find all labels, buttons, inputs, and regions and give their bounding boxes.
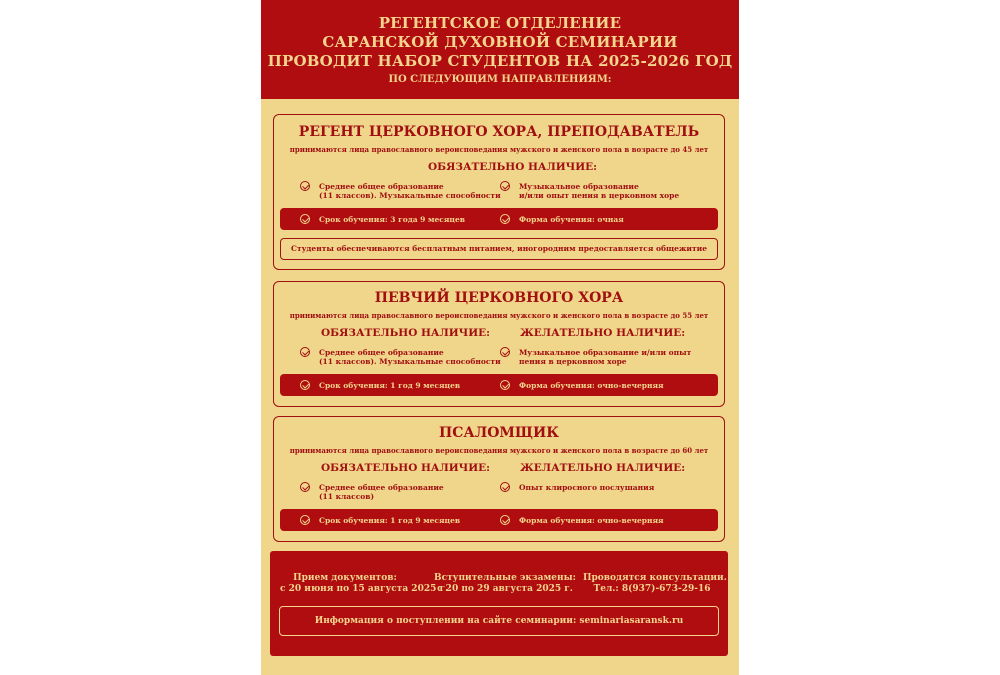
check-circle-icon [300,347,310,357]
exams-info [430,573,580,595]
item-line: Среднее общее образование [319,483,444,492]
check-circle-icon [300,214,310,224]
study-terms-bar [280,208,718,230]
consultation-label: Проводятся консультации. [583,573,727,583]
header-title-line-3: ПРОВОДИТ НАБОР СТУДЕНТОВ НА 2025-2026 ГОД [267,52,733,70]
consultation-info [583,573,727,595]
section-title: ПЕВЧИЙ ЦЕРКОВНОГО ХОРА [374,290,624,306]
form-item [500,381,664,390]
check-circle-icon [300,482,310,492]
duration-text: Срок обучения: 1 год 9 месяцев [319,381,461,390]
study-terms-bar [280,374,718,396]
item-line: (11 классов) [319,492,375,501]
requirement-item [300,348,501,366]
required-heading: ОБЯЗАТЕЛЬНО НАЛИЧИЕ: [321,327,491,339]
check-circle-icon [300,181,310,191]
required-heading: ОБЯЗАТЕЛЬНО НАЛИЧИЕ: [321,462,491,474]
duration-text: Срок обучения: 3 года 9 месяцев [319,215,465,224]
form-text: Форма обучения: очная [519,215,624,224]
item-line: (11 классов). Музыкальные способности [319,357,501,366]
check-circle-icon [500,515,510,525]
consultation-phone: Тел.: 8(937)-673-29-16 [593,584,711,594]
check-circle-icon [500,347,510,357]
exams-dates: с 20 по 29 августа 2025 г. [437,584,573,594]
website-info: Информация о поступлении на сайте семинарии: seminariasaransk.ru [279,606,719,636]
desired-item [500,483,654,492]
benefits-note: Студенты обеспечиваются бесплатным питанием, иногородним предоставляется общежитие [280,238,718,260]
form-text: Форма обучения: очно-вечерняя [519,381,664,390]
duration-item [300,516,460,525]
documents-info [280,573,449,595]
header-title-line-1: РЕГЕНТСКОЕ ОТДЕЛЕНИЕ [378,14,622,32]
documents-dates: с 20 июня по 15 августа 2025 г. [280,584,449,594]
documents-label: Прием документов: [293,573,397,583]
requirement-item [500,182,679,200]
requirement-item [300,182,501,200]
requirement-item [300,483,444,501]
check-circle-icon [500,380,510,390]
section-title: ПСАЛОМЩИК [439,425,559,441]
section-description: принимаются лица православного вероисповедания мужского и женского пола в возрасте до 60 лет [289,446,709,455]
item-line: Среднее общее образование [319,182,444,191]
form-item [500,215,624,224]
header-subtitle: ПО СЛЕДУЮЩИМ НАПРАВЛЕНИЯМ: [388,74,612,85]
item-line: Музыкальное образование и/или опыт [519,348,692,357]
item-line: и/или опыт пения в церковном хоре [519,191,680,200]
check-circle-icon [300,515,310,525]
item-line: Опыт клиросного послушания [519,483,655,492]
exams-label: Вступительные экзамены: [434,573,576,583]
section-title: РЕГЕНТ ЦЕРКОВНОГО ХОРА, ПРЕПОДАВАТЕЛЬ [298,124,700,140]
section-description: принимаются лица православного вероисповедания мужского и женского пола в возрасте до 55 лет [289,311,709,320]
duration-item [300,215,465,224]
check-circle-icon [500,181,510,191]
section-psalmist [273,416,725,542]
desired-heading: ЖЕЛАТЕЛЬНО НАЛИЧИЕ: [520,327,686,339]
section-choir-singer [273,281,725,407]
header-title-line-2: САРАНСКОЙ ДУХОВНОЙ СЕМИНАРИИ [322,33,678,51]
required-heading: ОБЯЗАТЕЛЬНО НАЛИЧИЕ: [428,161,598,173]
section-description: принимаются лица православного вероисповедания мужского и женского пола в возрасте до 45 лет [289,145,709,154]
item-line: Среднее общее образование [319,348,444,357]
check-circle-icon [500,214,510,224]
item-line: Музыкальное образование [519,182,639,191]
check-circle-icon [300,380,310,390]
form-text: Форма обучения: очно-вечерняя [519,516,664,525]
check-circle-icon [500,482,510,492]
poster-header [261,0,739,99]
section-regent [273,114,725,270]
admission-poster [261,0,739,675]
desired-heading: ЖЕЛАТЕЛЬНО НАЛИЧИЕ: [520,462,686,474]
study-terms-bar [280,509,718,531]
form-item [500,516,664,525]
desired-item [500,348,691,366]
duration-item [300,381,460,390]
duration-text: Срок обучения: 1 год 9 месяцев [319,516,461,525]
item-line: (11 классов). Музыкальные способности [319,191,501,200]
admission-footer [270,551,728,656]
item-line: пения в церковном хоре [519,357,627,366]
